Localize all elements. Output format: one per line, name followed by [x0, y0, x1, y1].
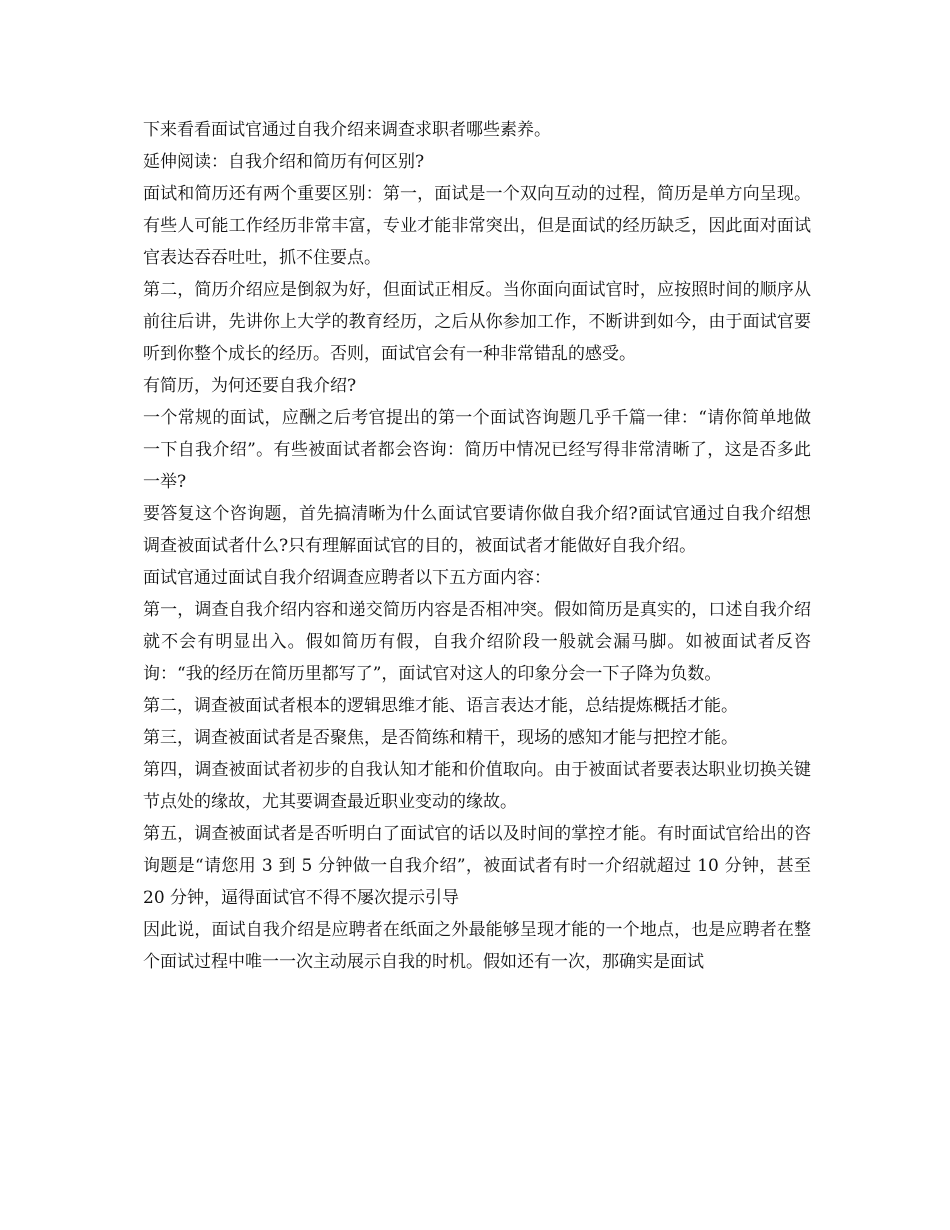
paragraph: 面试官通过面试自我介绍调查应聘者以下五方面内容：	[143, 568, 551, 588]
paragraph: 第二，简历介绍应是倒叙为好，但面试正相反。当你面向面试官时，应按照时间的顺序从前往后讲，先讲你上大学的教育经历，之后从你参加工作，不断讲到如今，由于面试官要听到你整个成长的经历。否则，面试官会有一种非常错乱的感受。	[143, 280, 811, 364]
paragraph: 第二，调查被面试者根本的逻辑思维才能、语言表达才能，总结提炼概括才能。	[143, 696, 738, 716]
paragraph: 第三，调查被面试者是否聚焦，是否简练和精干，现场的感知才能与把控才能。	[143, 728, 738, 748]
paragraph: 面试和简历还有两个重要区别：第一，面试是一个双向互动的过程，简历是单方向呈现。有些人可能工作经历非常丰富，专业才能非常突出，但是面试的经历缺乏，因此面对面试官表达吞吞吐吐，抓不住要点。	[143, 184, 811, 268]
paragraph: 因此说，面试自我介绍是应聘者在纸面之外最能够呈现才能的一个地点，也是应聘者在整个面试过程中唯一一次主动展示自我的时机。假如还有一次，那确实是面试	[143, 920, 811, 972]
document-body	[143, 114, 811, 978]
paragraph: 下来看看面试官通过自我介绍来调查求职者哪些素养。	[143, 120, 551, 140]
paragraph: 第四，调查被面试者初步的自我认知才能和价值取向。由于被面试者要表达职业切换关键节点处的缘故，尤其要调查最近职业变动的缘故。	[143, 760, 811, 812]
paragraph: 延伸阅读：自我介绍和简历有何区别?	[143, 152, 425, 172]
paragraph: 第一，调查自我介绍内容和递交简历内容是否相冲突。假如简历是真实的，口述自我介绍就不会有明显出入。假如简历有假，自我介绍阶段一般就会漏马脚。如被面试者反咨询：“我的经历在简历里都写了”，面试官对这人的印象分会一下子降为负数。	[143, 600, 811, 684]
paragraph: 有简历，为何还要自我介绍?	[143, 376, 357, 396]
paragraph: 第五，调查被面试者是否听明白了面试官的话以及时间的掌控才能。有时面试官给出的咨询题是“请您用 3 到 5 分钟做一自我介绍”，被面试者有时一介绍就超过 10 分钟，甚至 20 分钟，逼得面试官不得不屡次提示引导	[143, 824, 811, 908]
paragraph: 要答复这个咨询题，首先搞清晰为什么面试官要请你做自我介绍?面试官通过自我介绍想调查被面试者什么?只有理解面试官的目的，被面试者才能做好自我介绍。	[143, 504, 811, 556]
paragraph: 一个常规的面试，应酬之后考官提出的第一个面试咨询题几乎千篇一律：“请你简单地做一下自我介绍”。有些被面试者都会咨询：简历中情况已经写得非常清晰了，这是否多此一举?	[143, 408, 811, 492]
